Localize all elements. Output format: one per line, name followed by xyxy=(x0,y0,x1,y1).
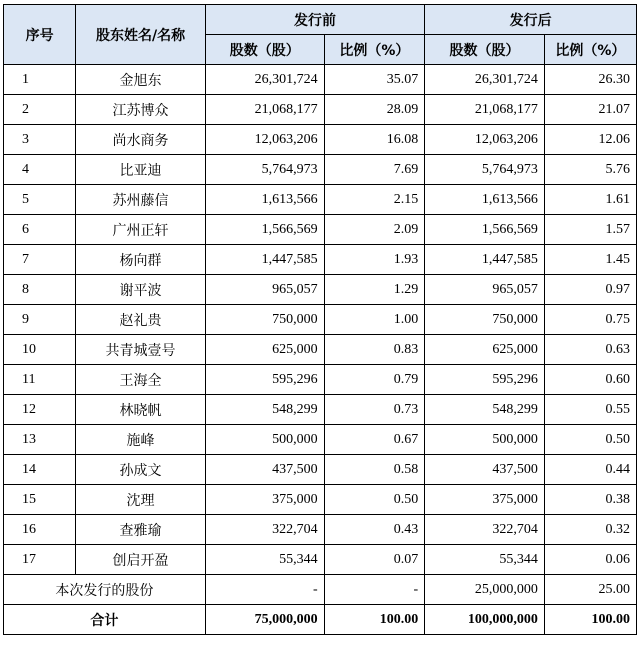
row-shares-before: 965,057 xyxy=(205,275,324,305)
row-ratio-after: 0.32 xyxy=(544,515,636,545)
row-ratio-before: 0.50 xyxy=(324,485,425,515)
row-ratio-after: 5.76 xyxy=(544,155,636,185)
issue-ratio-after: 25.00 xyxy=(544,575,636,605)
total-shares-before: 75,000,000 xyxy=(205,605,324,635)
row-name: 金旭东 xyxy=(76,65,206,95)
table-row xyxy=(4,125,637,155)
header-shares-after: 股数（股） xyxy=(425,35,545,65)
table-row xyxy=(4,515,637,545)
row-shares-after: 322,704 xyxy=(425,515,545,545)
row-no: 8 xyxy=(4,275,76,305)
row-shares-after: 21,068,177 xyxy=(425,95,545,125)
table-row xyxy=(4,455,637,485)
row-ratio-before: 2.09 xyxy=(324,215,425,245)
table-row xyxy=(4,275,637,305)
row-ratio-before: 16.08 xyxy=(324,125,425,155)
row-ratio-before: 1.93 xyxy=(324,245,425,275)
issue-label: 本次发行的股份 xyxy=(4,575,206,605)
row-no: 12 xyxy=(4,395,76,425)
row-ratio-after: 0.55 xyxy=(544,395,636,425)
issue-row xyxy=(4,575,637,605)
row-name: 比亚迪 xyxy=(76,155,206,185)
row-shares-before: 26,301,724 xyxy=(205,65,324,95)
row-no: 1 xyxy=(4,65,76,95)
header-shares-before: 股数（股） xyxy=(205,35,324,65)
row-ratio-after: 0.50 xyxy=(544,425,636,455)
row-shares-after: 12,063,206 xyxy=(425,125,545,155)
table-header xyxy=(4,5,637,65)
table-row xyxy=(4,155,637,185)
issue-shares-before: - xyxy=(205,575,324,605)
row-name: 谢平波 xyxy=(76,275,206,305)
row-ratio-before: 1.00 xyxy=(324,305,425,335)
shareholder-table xyxy=(3,4,637,635)
row-shares-after: 437,500 xyxy=(425,455,545,485)
row-no: 15 xyxy=(4,485,76,515)
row-name: 苏州藤信 xyxy=(76,185,206,215)
total-shares-after: 100,000,000 xyxy=(425,605,545,635)
header-ratio-after: 比例（%） xyxy=(544,35,636,65)
header-row-1 xyxy=(4,5,637,35)
row-no: 9 xyxy=(4,305,76,335)
row-ratio-before: 0.79 xyxy=(324,365,425,395)
table-row xyxy=(4,95,637,125)
header-after: 发行后 xyxy=(425,5,637,35)
row-ratio-after: 1.45 xyxy=(544,245,636,275)
row-ratio-before: 0.07 xyxy=(324,545,425,575)
row-shares-before: 5,764,973 xyxy=(205,155,324,185)
header-no: 序号 xyxy=(4,5,76,65)
row-name: 赵礼贵 xyxy=(76,305,206,335)
row-shares-after: 595,296 xyxy=(425,365,545,395)
row-no: 5 xyxy=(4,185,76,215)
row-shares-after: 500,000 xyxy=(425,425,545,455)
row-ratio-after: 0.38 xyxy=(544,485,636,515)
row-name: 林晓帆 xyxy=(76,395,206,425)
row-no: 16 xyxy=(4,515,76,545)
total-row xyxy=(4,605,637,635)
row-name: 沈理 xyxy=(76,485,206,515)
row-ratio-after: 0.75 xyxy=(544,305,636,335)
row-ratio-before: 35.07 xyxy=(324,65,425,95)
row-ratio-before: 1.29 xyxy=(324,275,425,305)
issue-ratio-before: - xyxy=(324,575,425,605)
row-ratio-before: 0.58 xyxy=(324,455,425,485)
row-shares-before: 625,000 xyxy=(205,335,324,365)
row-name: 尚水商务 xyxy=(76,125,206,155)
row-shares-before: 12,063,206 xyxy=(205,125,324,155)
table-row xyxy=(4,425,637,455)
row-shares-after: 1,447,585 xyxy=(425,245,545,275)
row-shares-after: 750,000 xyxy=(425,305,545,335)
row-name: 王海全 xyxy=(76,365,206,395)
row-name: 施峰 xyxy=(76,425,206,455)
row-no: 13 xyxy=(4,425,76,455)
total-label: 合计 xyxy=(4,605,206,635)
row-ratio-after: 0.06 xyxy=(544,545,636,575)
total-ratio-before: 100.00 xyxy=(324,605,425,635)
table-row xyxy=(4,395,637,425)
header-name: 股东姓名/名称 xyxy=(76,5,206,65)
row-shares-after: 55,344 xyxy=(425,545,545,575)
row-shares-before: 1,447,585 xyxy=(205,245,324,275)
row-shares-after: 375,000 xyxy=(425,485,545,515)
row-shares-before: 1,566,569 xyxy=(205,215,324,245)
row-ratio-after: 0.44 xyxy=(544,455,636,485)
row-shares-before: 500,000 xyxy=(205,425,324,455)
row-shares-before: 21,068,177 xyxy=(205,95,324,125)
row-no: 2 xyxy=(4,95,76,125)
table-row xyxy=(4,65,637,95)
issue-shares-after: 25,000,000 xyxy=(425,575,545,605)
row-ratio-before: 0.43 xyxy=(324,515,425,545)
total-ratio-after: 100.00 xyxy=(544,605,636,635)
row-name: 创启开盈 xyxy=(76,545,206,575)
row-no: 4 xyxy=(4,155,76,185)
row-shares-after: 5,764,973 xyxy=(425,155,545,185)
table-row xyxy=(4,215,637,245)
row-name: 共青城壹号 xyxy=(76,335,206,365)
row-name: 孙成文 xyxy=(76,455,206,485)
row-no: 3 xyxy=(4,125,76,155)
table-body xyxy=(4,65,637,635)
row-name: 杨向群 xyxy=(76,245,206,275)
header-ratio-before: 比例（%） xyxy=(324,35,425,65)
row-shares-after: 1,613,566 xyxy=(425,185,545,215)
row-shares-before: 55,344 xyxy=(205,545,324,575)
row-shares-before: 375,000 xyxy=(205,485,324,515)
row-ratio-before: 0.83 xyxy=(324,335,425,365)
row-ratio-after: 0.63 xyxy=(544,335,636,365)
row-ratio-before: 0.73 xyxy=(324,395,425,425)
row-shares-before: 437,500 xyxy=(205,455,324,485)
row-shares-after: 965,057 xyxy=(425,275,545,305)
row-name: 广州正轩 xyxy=(76,215,206,245)
row-ratio-after: 12.06 xyxy=(544,125,636,155)
row-ratio-after: 1.61 xyxy=(544,185,636,215)
table-row xyxy=(4,485,637,515)
row-ratio-after: 26.30 xyxy=(544,65,636,95)
row-no: 6 xyxy=(4,215,76,245)
row-ratio-after: 0.97 xyxy=(544,275,636,305)
row-ratio-after: 1.57 xyxy=(544,215,636,245)
row-name: 江苏博众 xyxy=(76,95,206,125)
row-shares-before: 595,296 xyxy=(205,365,324,395)
row-shares-before: 548,299 xyxy=(205,395,324,425)
row-ratio-after: 21.07 xyxy=(544,95,636,125)
row-ratio-before: 28.09 xyxy=(324,95,425,125)
table-row xyxy=(4,545,637,575)
table-row xyxy=(4,365,637,395)
row-no: 10 xyxy=(4,335,76,365)
table-row xyxy=(4,245,637,275)
row-shares-after: 26,301,724 xyxy=(425,65,545,95)
row-shares-after: 625,000 xyxy=(425,335,545,365)
row-ratio-before: 0.67 xyxy=(324,425,425,455)
row-name: 查雅瑜 xyxy=(76,515,206,545)
row-no: 17 xyxy=(4,545,76,575)
table-row xyxy=(4,305,637,335)
row-shares-after: 548,299 xyxy=(425,395,545,425)
row-no: 11 xyxy=(4,365,76,395)
row-no: 14 xyxy=(4,455,76,485)
row-shares-before: 322,704 xyxy=(205,515,324,545)
row-ratio-before: 2.15 xyxy=(324,185,425,215)
table-row xyxy=(4,335,637,365)
row-shares-before: 1,613,566 xyxy=(205,185,324,215)
header-before: 发行前 xyxy=(205,5,424,35)
row-ratio-before: 7.69 xyxy=(324,155,425,185)
row-shares-after: 1,566,569 xyxy=(425,215,545,245)
row-no: 7 xyxy=(4,245,76,275)
table-row xyxy=(4,185,637,215)
row-shares-before: 750,000 xyxy=(205,305,324,335)
row-ratio-after: 0.60 xyxy=(544,365,636,395)
